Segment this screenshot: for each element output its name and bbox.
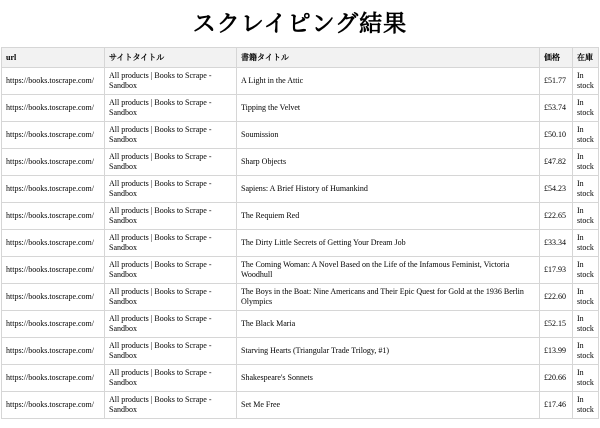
book-title-cell: The Requiem Red (237, 203, 540, 230)
site-title-cell: All products | Books to Scrape - Sandbox (105, 203, 237, 230)
price-cell: £22.60 (540, 284, 573, 311)
stock-cell: In stock (573, 95, 599, 122)
table-row (2, 149, 599, 176)
column-header-stock: 在庫 (573, 48, 599, 68)
stock-cell: In stock (573, 176, 599, 203)
stock-cell: In stock (573, 284, 599, 311)
book-title-cell: A Light in the Attic (237, 68, 540, 95)
table-row (2, 95, 599, 122)
site-title-cell: All products | Books to Scrape - Sandbox (105, 68, 237, 95)
stock-cell: In stock (573, 149, 599, 176)
price-cell: £53.74 (540, 95, 573, 122)
url-cell: https://books.toscrape.com/ (2, 68, 105, 95)
price-cell: £17.46 (540, 392, 573, 419)
site-title-cell: All products | Books to Scrape - Sandbox (105, 230, 237, 257)
table-row (2, 338, 599, 365)
url-cell: https://books.toscrape.com/ (2, 338, 105, 365)
table-row (2, 176, 599, 203)
table-row (2, 365, 599, 392)
table-row (2, 392, 599, 419)
price-cell: £51.77 (540, 68, 573, 95)
site-title-cell: All products | Books to Scrape - Sandbox (105, 311, 237, 338)
book-title-cell: Sapiens: A Brief History of Humankind (237, 176, 540, 203)
table-row (2, 257, 599, 284)
url-cell: https://books.toscrape.com/ (2, 311, 105, 338)
url-cell: https://books.toscrape.com/ (2, 95, 105, 122)
stock-cell: In stock (573, 338, 599, 365)
page-title: スクレイピング結果 (192, 11, 408, 36)
book-title-cell: Starving Hearts (Triangular Trade Trilogy, #1) (237, 338, 540, 365)
table-row (2, 122, 599, 149)
price-cell: £52.15 (540, 311, 573, 338)
price-cell: £50.10 (540, 122, 573, 149)
url-cell: https://books.toscrape.com/ (2, 149, 105, 176)
column-header-book-title: 書籍タイトル (237, 48, 540, 68)
stock-cell: In stock (573, 257, 599, 284)
table-row (2, 230, 599, 257)
stock-cell: In stock (573, 203, 599, 230)
url-cell: https://books.toscrape.com/ (2, 203, 105, 230)
site-title-cell: All products | Books to Scrape - Sandbox (105, 338, 237, 365)
book-title-cell: Soumission (237, 122, 540, 149)
book-title-cell: The Dirty Little Secrets of Getting Your Dream Job (237, 230, 540, 257)
site-title-cell: All products | Books to Scrape - Sandbox (105, 176, 237, 203)
book-title-cell: Sharp Objects (237, 149, 540, 176)
price-cell: £13.99 (540, 338, 573, 365)
book-title-cell: The Coming Woman: A Novel Based on the Life of the Infamous Feminist, Victoria Woodhull (237, 257, 540, 284)
book-title-cell: The Boys in the Boat: Nine Americans and Their Epic Quest for Gold at the 1936 Berlin Olympics (237, 284, 540, 311)
price-cell: £47.82 (540, 149, 573, 176)
table-row (2, 203, 599, 230)
url-cell: https://books.toscrape.com/ (2, 176, 105, 203)
url-cell: https://books.toscrape.com/ (2, 230, 105, 257)
price-cell: £17.93 (540, 257, 573, 284)
url-cell: https://books.toscrape.com/ (2, 365, 105, 392)
table-row (2, 68, 599, 95)
url-cell: https://books.toscrape.com/ (2, 392, 105, 419)
price-cell: £22.65 (540, 203, 573, 230)
book-title-cell: The Black Maria (237, 311, 540, 338)
column-header-price: 価格 (540, 48, 573, 68)
url-cell: https://books.toscrape.com/ (2, 284, 105, 311)
table-row (2, 284, 599, 311)
site-title-cell: All products | Books to Scrape - Sandbox (105, 95, 237, 122)
table-row (2, 311, 599, 338)
price-cell: £20.66 (540, 365, 573, 392)
price-cell: £54.23 (540, 176, 573, 203)
url-cell: https://books.toscrape.com/ (2, 257, 105, 284)
site-title-cell: All products | Books to Scrape - Sandbox (105, 122, 237, 149)
column-header-site-title: サイトタイトル (105, 48, 237, 68)
stock-cell: In stock (573, 230, 599, 257)
site-title-cell: All products | Books to Scrape - Sandbox (105, 149, 237, 176)
site-title-cell: All products | Books to Scrape - Sandbox (105, 365, 237, 392)
stock-cell: In stock (573, 311, 599, 338)
site-title-cell: All products | Books to Scrape - Sandbox (105, 284, 237, 311)
results-table (1, 47, 599, 419)
stock-cell: In stock (573, 68, 599, 95)
table-body (2, 68, 599, 419)
book-title-cell: Shakespeare's Sonnets (237, 365, 540, 392)
url-cell: https://books.toscrape.com/ (2, 122, 105, 149)
site-title-cell: All products | Books to Scrape - Sandbox (105, 257, 237, 284)
column-header-url: url (2, 48, 105, 68)
stock-cell: In stock (573, 365, 599, 392)
stock-cell: In stock (573, 122, 599, 149)
site-title-cell: All products | Books to Scrape - Sandbox (105, 392, 237, 419)
stock-cell: In stock (573, 392, 599, 419)
book-title-cell: Set Me Free (237, 392, 540, 419)
table-header-row (2, 48, 599, 68)
price-cell: £33.34 (540, 230, 573, 257)
book-title-cell: Tipping the Velvet (237, 95, 540, 122)
